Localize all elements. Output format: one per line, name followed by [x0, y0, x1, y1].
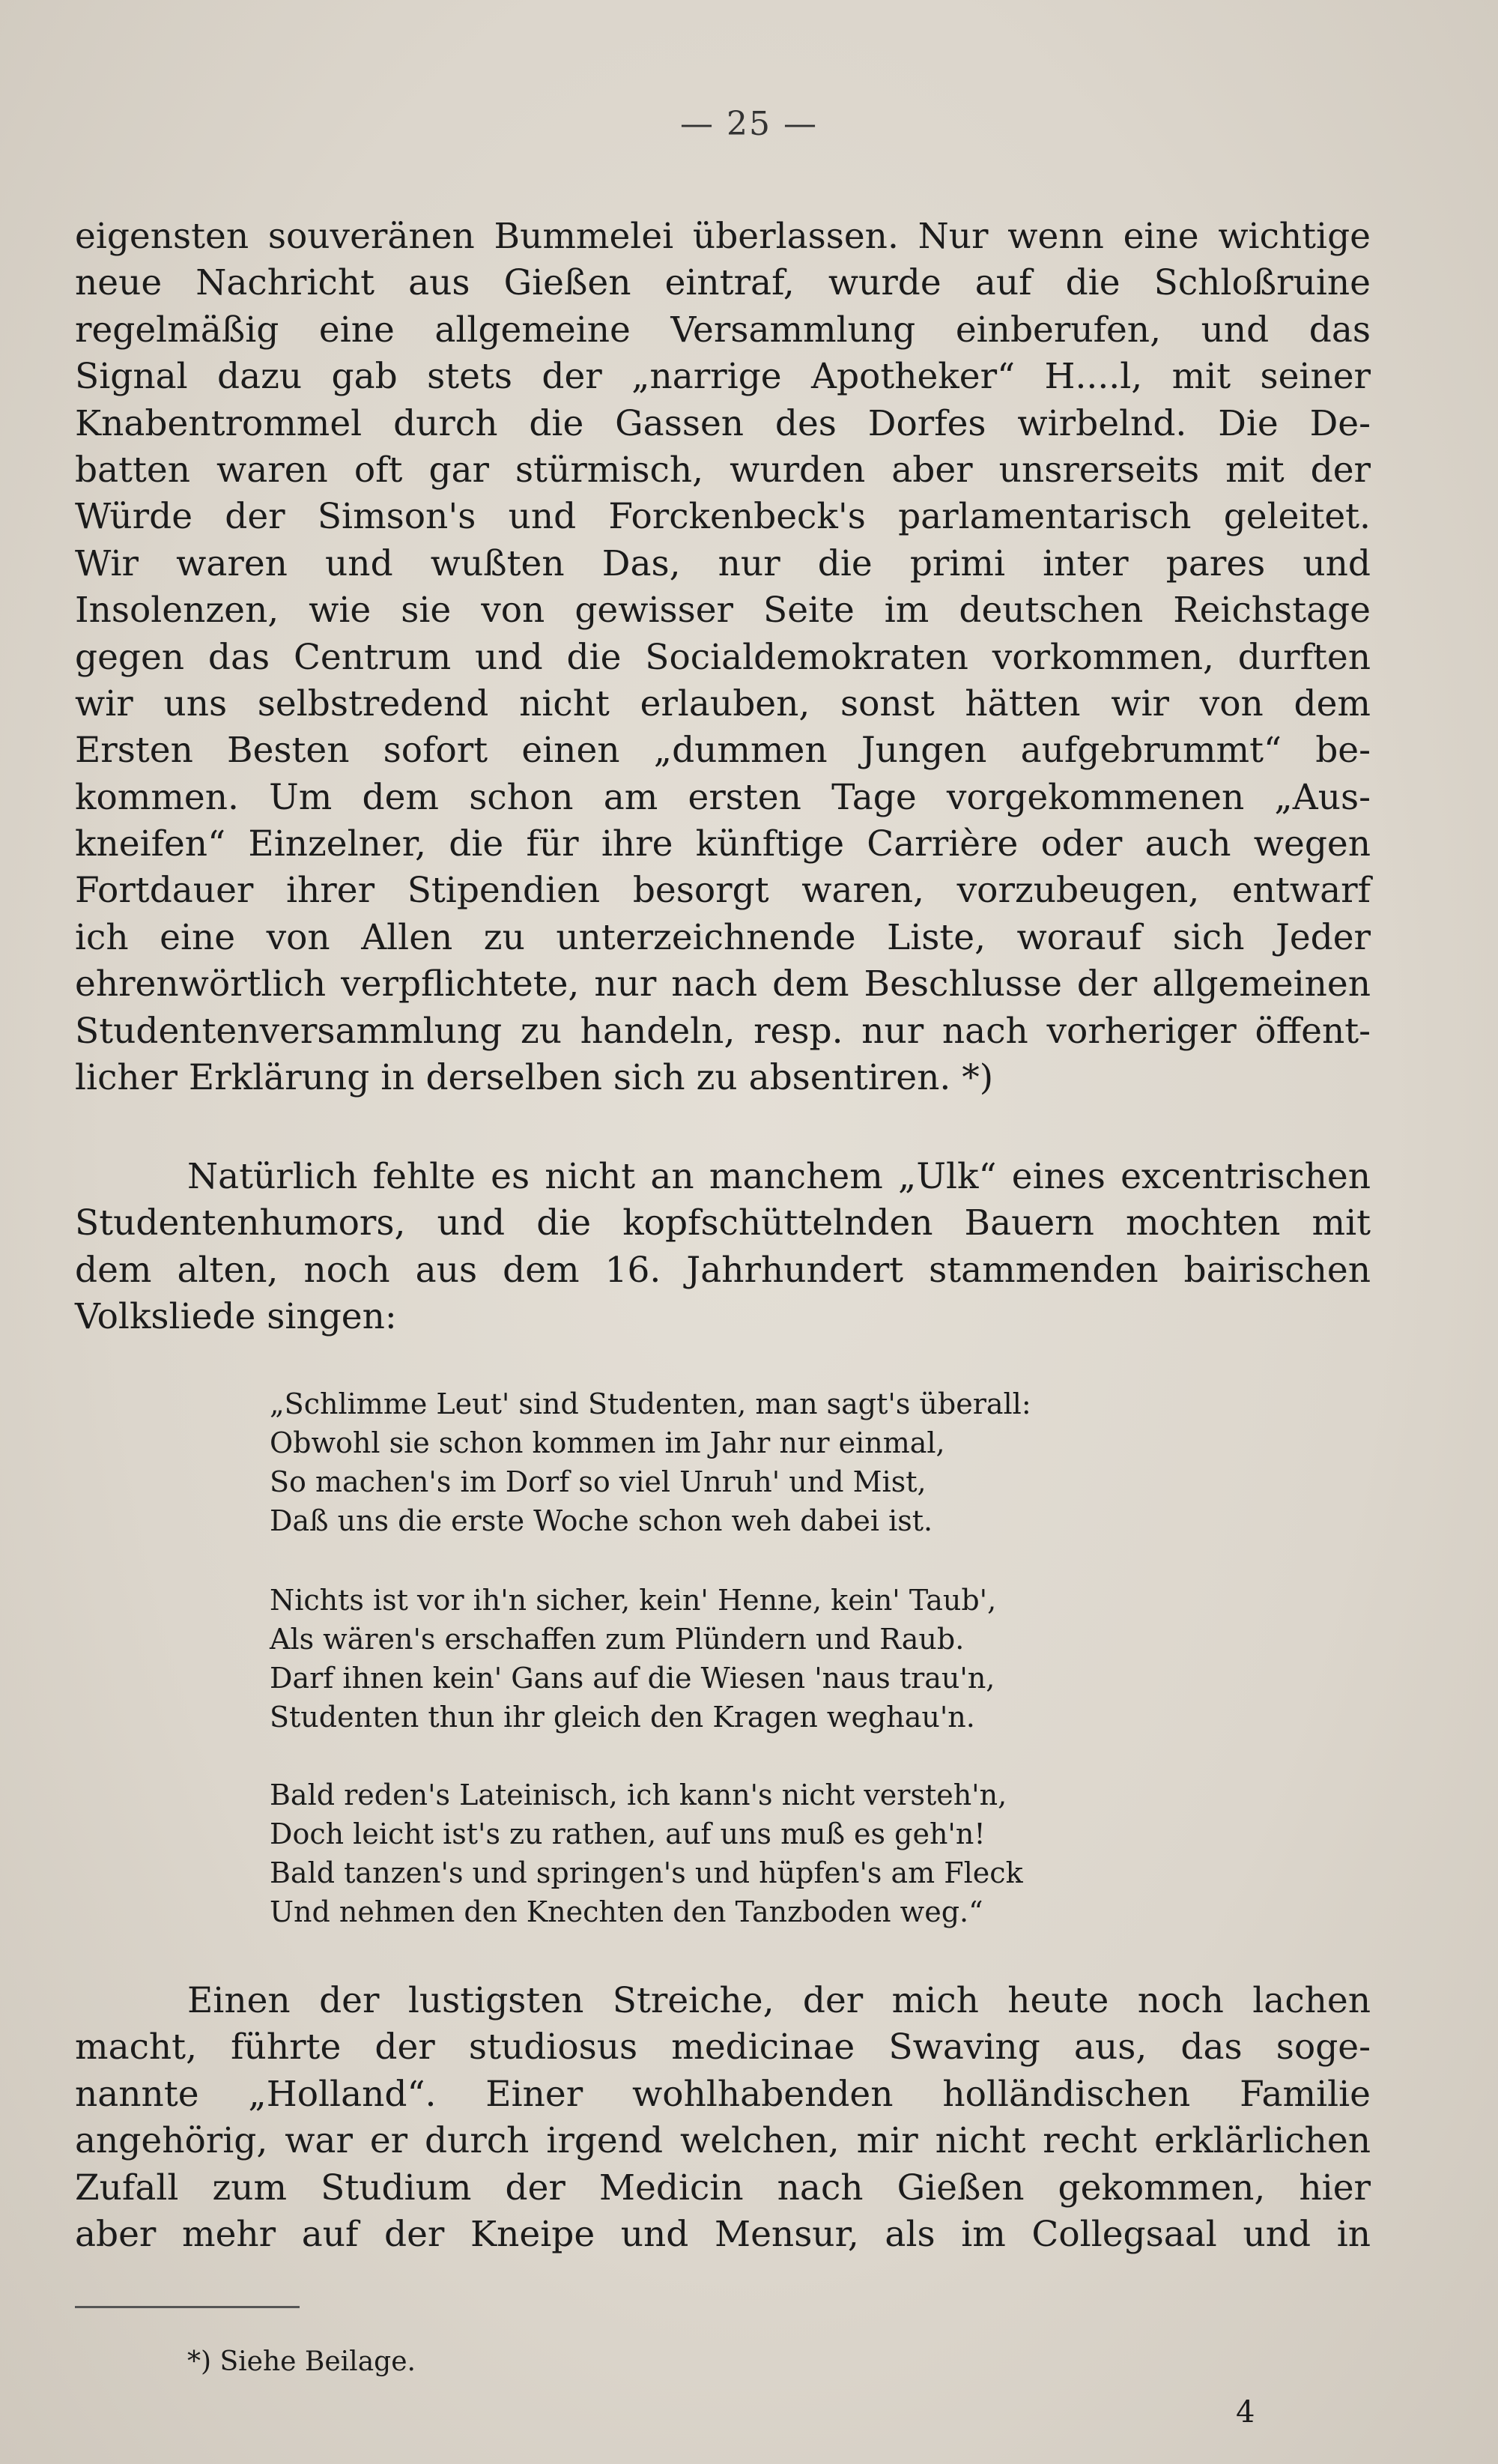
- text-line: Studentenhumors, und die kopfschüttelnden Bauern mochten mit: [75, 1202, 1371, 1244]
- text-line: Knabentrommel durch die Gassen des Dorfes wirbelnd. Die De-: [75, 402, 1371, 444]
- paragraph-2: [75, 1154, 1371, 1341]
- text-line: angehörig, war er durch irgend welchen, mir nicht recht erklärlichen: [75, 2120, 1371, 2162]
- page-number: — 25 —: [680, 105, 818, 143]
- text-line: Insolenzen, wie sie von gewisser Seite im deutschen Reichstage: [75, 590, 1371, 632]
- footnote: *) Siehe Beilage.: [187, 2346, 416, 2377]
- text-line: regelmäßig eine allgemeine Versammlung einberufen, und das: [75, 309, 1371, 351]
- poem-line: So machen's im Dorf so viel Unruh' und Mist,: [270, 1465, 927, 1498]
- text-line: wir uns selbstredend nicht erlauben, sonst hätten wir von dem: [75, 682, 1371, 724]
- poem-line: Darf ihnen kein' Gans auf die Wiesen 'naus trau'n,: [270, 1662, 995, 1695]
- text-line: dem alten, noch aus dem 16. Jahrhundert stammenden bairischen: [75, 1249, 1371, 1291]
- text-line: Einen der lustigsten Streiche, der mich heute noch lachen: [187, 1980, 1371, 2021]
- text-line: Zufall zum Studium der Medicin nach Gießen gekommen, hier: [75, 2167, 1371, 2209]
- poem-line: Daß uns die erste Woche schon weh dabei ist.: [270, 1504, 933, 1537]
- text-line: eigensten souveränen Bummelei überlassen. Nur wenn eine wichtige: [75, 216, 1371, 257]
- poem-stanza-1: [270, 1384, 1318, 1540]
- text-line: Würde der Simson's und Forckenbeck's parlamentarisch geleitet.: [75, 496, 1371, 538]
- poem-stanza-3: [270, 1776, 1318, 1931]
- paragraph-3: [75, 1978, 1371, 2258]
- poem-stanza-2: [270, 1581, 1318, 1737]
- text-line: licher Erklärung in derselben sich zu absentiren. *): [75, 1057, 994, 1099]
- poem-line: Doch leicht ist's zu rathen, auf uns muß es geh'n!: [270, 1817, 986, 1850]
- text-line: Studentenversammlung zu handeln, resp. nur nach vorheriger öffent-: [75, 1010, 1371, 1052]
- text-line: Ersten Besten sofort einen „dummen Jungen aufgebrummt“ be-: [75, 730, 1371, 772]
- poem-line: „Schlimme Leut' sind Studenten, man sagt's überall:: [270, 1387, 1031, 1420]
- text-line: ich eine von Allen zu unterzeichnende Liste, worauf sich Jeder: [75, 916, 1371, 958]
- paragraph-1: [75, 214, 1371, 1101]
- text-line: Volksliede singen:: [75, 1296, 397, 1338]
- text-line: macht, führte der studiosus medicinae Swaving aus, das soge-: [75, 2026, 1371, 2068]
- poem-line: Obwohl sie schon kommen im Jahr nur einmal,: [270, 1426, 945, 1459]
- text-line: aber mehr auf der Kneipe und Mensur, als im Collegsaal und in: [75, 2213, 1371, 2255]
- text-line: Fortdauer ihrer Stipendien besorgt waren, vorzubeugen, entwarf: [75, 870, 1371, 912]
- footnote-divider: [75, 2306, 300, 2308]
- text-line: kneifen“ Einzelner, die für ihre künftige Carrière oder auch wegen: [75, 823, 1371, 865]
- text-line: batten waren oft gar stürmisch, wurden aber unsrerseits mit der: [75, 449, 1371, 491]
- poem-line: Nichts ist vor ih'n sicher, kein' Henne, kein' Taub',: [270, 1584, 997, 1617]
- text-line: neue Nachricht aus Gießen eintraf, wurde auf die Schloßruine: [75, 262, 1371, 304]
- poem-line: Als wären's erschaffen zum Plündern und Raub.: [270, 1623, 965, 1656]
- text-line: kommen. Um dem schon am ersten Tage vorgekommenen „Aus-: [75, 776, 1371, 818]
- signature-mark: 4: [1236, 2395, 1255, 2430]
- poem-line: Und nehmen den Knechten den Tanzboden weg.“: [270, 1895, 983, 1928]
- poem-line: Bald tanzen's und springen's und hüpfen's am Fleck: [270, 1856, 1023, 1889]
- text-line: nannte „Holland“. Einer wohlhabenden holländischen Familie: [75, 2073, 1371, 2115]
- text-line: Natürlich fehlte es nicht an manchem „Ulk“ eines excentrischen: [187, 1156, 1371, 1197]
- text-line: Wir waren und wußten Das, nur die primi inter pares und: [75, 542, 1371, 584]
- poem-line: Studenten thun ihr gleich den Kragen weghau'n.: [270, 1701, 975, 1734]
- text-line: gegen das Centrum und die Socialdemokraten vorkommen, durften: [75, 636, 1371, 678]
- poem-line: Bald reden's Lateinisch, ich kann's nicht versteh'n,: [270, 1779, 1007, 1811]
- text-line: ehrenwörtlich verpflichtete, nur nach dem Beschlusse der allgemeinen: [75, 963, 1371, 1005]
- text-line: Signal dazu gab stets der „narrige Apotheker“ H....l, mit seiner: [75, 356, 1371, 398]
